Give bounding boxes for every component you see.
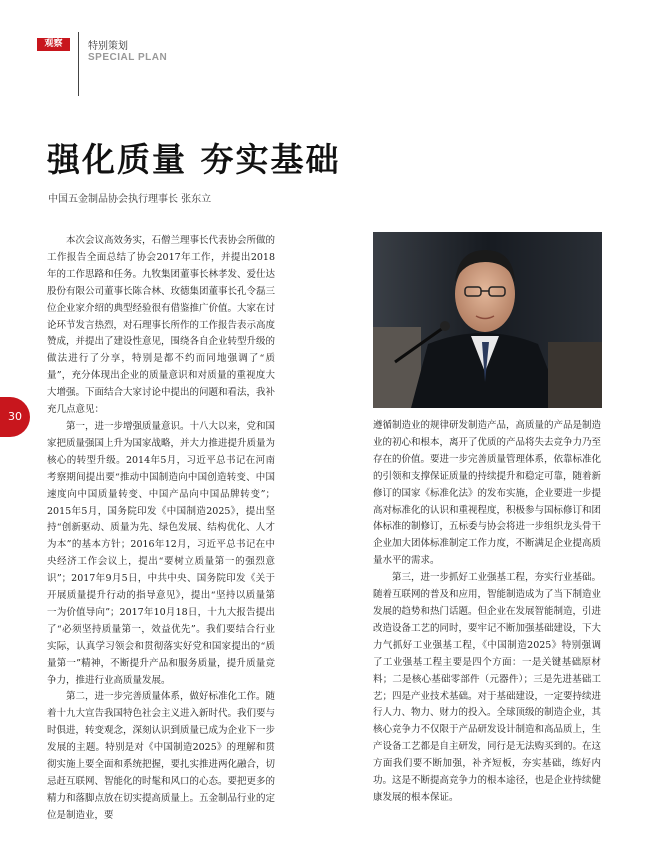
paragraph: 第一，进一步增强质量意识。十八大以来，党和国家把质量强国上升为国家战略，并大力推进提升质量为核心的转型升级。2014年5月，习近平总书记在河南考察期间提出要“推动中国制造向中国创造转变、中国速度向中国质量转变、中国产品向中国品牌转变”；2015年5月，国务院印发《中国制造2025》，提出坚持“创新驱动、质量为先、绿色发展、结构优化、人才为本”的基本方针；2016年12月，习近平总书记在中央经济工作会议上，提出“要树立质量第一的强烈意识”；2017年9月5日，中共中央、国务院印发《关于开展质量提升行动的指导意见》，提出“坚持以质量第一为价值导向”；2017年10月18日，十九大报告提出了“必须坚持质量第一，效益优先”。我们要结合行业实际，认真学习领会和贯彻落实好党和国家提出的“质量第一”精神，不断提升产品和服务质量，提升质量竞争力，推进行业高质量发展。 [47, 420, 276, 686]
page-number: 30 [0, 397, 30, 437]
article-byline: 中国五金制品协会执行理事长 张东立 [48, 194, 212, 205]
paragraph: 本次会议高效务实，石僧兰理事长代表协会所做的工作报告全面总结了协会2017年工作，并提出2018年的工作思路和任务。九牧集团董事长林孝发、爱仕达股份有限公司董事长陈合林、玫德集团董事长孔令磊三位企业家介绍的典型经验很有借鉴推广价值。大家在讨论环节发言热烈，对石理事长所作的工作报告表示高度赞成，并提出了建设性意见，围绕各自企业转型升级的做法进行了分享，特别是都不约而同地强调了“质量”，充分体现出企业的质量意识和对质量的重视度大大增强。下面结合大家讨论中提出的问题和看法，我补充几点意见： [47, 235, 276, 416]
article-title: 强化质量 夯实基础 [47, 140, 341, 179]
paragraph: 第三，进一步抓好工业强基工程，夯实行业基础。随着互联网的普及和应用，智能制造成为了当下制造业发展的趋势和热门话题。但企业在发展智能制造，引进改造设备工艺的同时，要牢记不断加强基础建设，下大力气抓好工业强基工程，《中国制造2025》特别强调了工业强基工程主要是四个方面：一是关键基础原材料；二是核心基础零部件（元器件）；三是先进基础工艺；四是产业技术基础。对于基础建设，一定要持续进行人力、物力、财力的投入。全球顶级的制造企业，其核心竞争力不仅限于产品研发设计制造和高品质上，生产设备工艺都是自主研发，同行是无法购买到的。在这方面我们要不断加强，补齐短板，夯实基础，练好内功。这是不断提高竞争力的根本途径，也是企业持续健康发展的根本保证。 [373, 572, 602, 803]
paragraph: 遵循制造业的规律研发制造产品，高质量的产品是制造业的初心和根本，离开了优质的产品将失去竞争力乃至存在的价值。要进一步完善质量管理体系，依靠标准化的引领和支撑保证质量的持续提升和稳定可靠，随着新修订的国家《标准化法》的发布实施，企业要进一步提高对标准化的认识和重视程度，积极参与国标修订和团体标准的制修订，五标委与协会将进一步组织龙头骨干企业加大团体标准制定工作力度，不断满足企业提高质量水平的需求。 [373, 420, 602, 567]
header-divider [78, 32, 79, 96]
left-column [47, 233, 275, 825]
paragraph: 第二，进一步完善质量体系，做好标准化工作。随着十九大宣告我国特色社会主义进入新时代。我们要与时俱进，转变观念，深刻认识到质量已成为企业下一步发展的主题。特别是对《中国制造2025》的理解和贯彻实施上要全面和系统把握，要扎实推进两化融合，切忌赶互联网、智能化的时髦和风口的心态。要把更多的精力和落脚点放在切实提高质量上。五金制品行业的定位是制造业，要 [47, 691, 276, 821]
section-title: 特别策划 [88, 41, 128, 52]
section-title-en: SPECIAL PLAN [88, 52, 168, 63]
portrait-photo-icon [373, 232, 602, 408]
column-tag: 观察 [37, 38, 70, 51]
right-column [373, 418, 601, 807]
portrait-photo [373, 232, 602, 408]
